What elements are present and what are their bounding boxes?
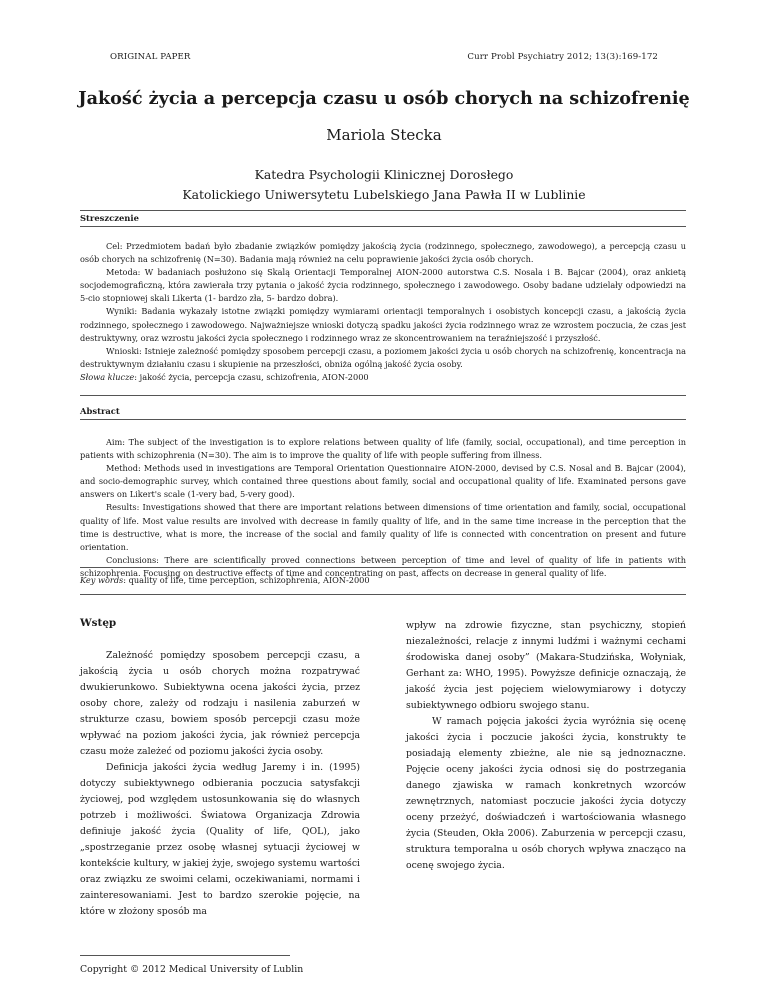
abstract-keywords [80, 574, 686, 587]
body-paragraph: Zależność pomiędzy sposobem percepcji czasu, a jakością życia u osób chorych można rozpatrywać dwukierunkowo. Subiektywna ocena jakości życia, przez osoby chore, zależy od rodzaju i nasilenia zaburzeń w strukturze czasu, bowiem sposób percepcji czasu może wpływać na poziom jakości życia, jak również percepcja czasu może zależeć od poziomu jakości życia osoby. [80, 650, 360, 757]
body-paragraph: Definicja jakości życia według Jaremy i in. (1995) dotyczy subiektywnego odbierania poczucia satysfakcji życiowej, pod względem ustosunkowania się do własnych potrzeb i możliwości. Światowa Organizacja Zdrowia definiuje jakość życia (Quality of life, QOL), jako „spostrzeganie przez osobę własnej sytuacji życiowej w kontekście kultury, w jakiej żyje, swojego systemu wartości oraz związku ze swoimi celami, oczekiwaniami, normami i zainteresowaniami. Jest to bardzo szerokie pojęcie, na które w złożony sposób ma [80, 762, 360, 917]
streszczenie-heading: Streszczenie [80, 213, 139, 223]
abstract-paragraph: Aim: The subject of the investigation is to explore relations between quality of life (family, social, occupational), and time perception in patients with schizophrenia (N=30). The aim is to improve the quality of life with people suffering from illness. [80, 437, 686, 461]
section-heading-wstep: Wstęp [80, 617, 117, 629]
keywords-list: : quality of life, time perception, schizophrenia, AION-2000 [123, 575, 370, 585]
keywords-list: : jakość życia, percepcja czasu, schizofrenia, AION-2000 [134, 371, 369, 382]
footer-divider [80, 955, 290, 956]
affiliation [0, 165, 768, 205]
abstract-paragraph: Method: Methods used in investigations are Temporal Orientation Questionnaire AION-2000, devised by C.S. Nosal and B. Bajcar (2004), and socio-demographic survey, which contained three questions about family, social and occupational quality of life. Examinated persons gave answers on Likert's scale (1-very bad, 5-very good). [80, 463, 686, 500]
paper-title: Jakość życia a percepcja czasu u osób chorych na schizofrenię [78, 88, 690, 109]
body-column-left [80, 648, 360, 920]
streszczenie-paragraph: Wnioski: Istnieje zależność pomiędzy sposobem percepcji czasu, a poziomem jakości życia u osób chorych na schizofrenię, koncentracja na destruktywnym działaniu czasu i skupienie na przeszłości, obniża ogólną jakość życia osoby. [80, 345, 686, 369]
divider-body [80, 594, 686, 595]
streszczenie-paragraph: Cel: Przedmiotem badań było zbadanie związków pomiędzy jakością życia (rodzinnego, społecznego, zawodowego), a percepcją czasu u osób chorych na schizofrenię (N=30). Badania mają również na celu poprawienie jakości życia osób chorych. [80, 241, 686, 265]
streszczenie-keywords [80, 371, 686, 384]
divider-top [80, 210, 686, 211]
keywords-label: Key words [80, 575, 124, 585]
streszczenie-paragraph: Metoda: W badaniach posłużono się Skalą Orientacji Temporalnej AION-2000 autorstwa C.S. Nosala i B. Bajcar (2004), oraz ankietą socjodemograficzną, która zawierała trzy pytania o jakość życia rodzinnego, społecznego i zawodowego. Osoby badane udzielały odpowiedzi na 5-cio stopniowej skali Likerta (1- bardzo zła, 5- bardzo dobra). [80, 267, 686, 304]
copyright-footer: Copyright © 2012 Medical University of Lublin [80, 964, 304, 975]
divider-abstract [80, 419, 686, 420]
author-name: Mariola Stecka [326, 126, 442, 144]
divider-streszczenie [80, 226, 686, 227]
affiliation-line-1: Katedra Psychologii Klinicznej Dorosłego [254, 167, 514, 182]
body-column-right [406, 618, 686, 874]
body-paragraph: W ramach pojęcia jakości życia wyróżnia się ocenę jakości życia i poczucie jakości życia, konstrukty te posiadają elementy zbieżne, ale nie są jednoznaczne. Pojęcie oceny jakości życia odnosi się do postrzegania danego zjawiska w ramach konkretnych wzorców zewnętrznych, natomiast poczucie jakości życia dotyczy oceny przeżyć, doświadczeń i wartościowania własnego życia (Steuden, Okła 2006). Zaburzenia w percepcji czasu, struktura temporalna u osób chorych wpływa znacząco na ocenę swojego życia. [406, 716, 686, 871]
journal-section-label: ORIGINAL PAPER [110, 52, 191, 62]
abstract-heading: Abstract [80, 406, 120, 416]
divider-abstract-bottom [80, 567, 686, 568]
abstract-body [80, 436, 686, 580]
streszczenie-body [80, 240, 686, 384]
streszczenie-paragraph: Wyniki: Badania wykazały istotne związki pomiędzy wymiarami orientacji temporalnych i osobistych koncepcji czasu, a jakością życia rodzinnego, społecznego i zawodowego. Najważniejsze wnioski dotyczą spadku jakości życia rodzinnego wraz ze wzrostem poczucia, że czas jest destruktywny, oraz wzrostu jakości życia społecznego i rodzinnego wraz ze skoncentrowaniem na teraźniejszość i przyszłość. [80, 306, 686, 343]
divider-abstract-top [80, 395, 686, 396]
abstract-paragraph: Results: Investigations showed that there are important relations between dimensions of time orientation and family, social, occupational quality of life. Most value results are involved with decrease in family quality of life, and in the same time increase in the perception that the time is destructive, what is more, the increase of the social and family quality of life is connected with concentration on present and future orientation. [80, 502, 686, 552]
abstract-paragraph: Conclusions: There are scientifically proved connections between perception of time and level of quality of life in patients with schizophrenia. Focusing on destructive effects of time and concentrating on past, affects on decrease in general quality of life. [80, 554, 686, 578]
journal-citation: Curr Probl Psychiatry 2012; 13(3):169-172 [467, 52, 658, 62]
body-paragraph: wpływ na zdrowie fizyczne, stan psychiczny, stopień niezależności, relacje z innymi ludźmi i ważnymi cechami środowiska danej osoby” (Makara-Studzińska, Wołyniak, Gerhant za: WHO, 1995). Powyższe definicje oznaczają, że jakość życia jest pojęciem wielowymiarowy i dotyczy subiektywnego odbioru swojego stanu. [406, 620, 686, 711]
keywords-label: Słowa klucze [80, 371, 135, 382]
affiliation-line-2: Katolickiego Uniwersytetu Lubelskiego Jana Pawła II w Lublinie [182, 187, 586, 202]
